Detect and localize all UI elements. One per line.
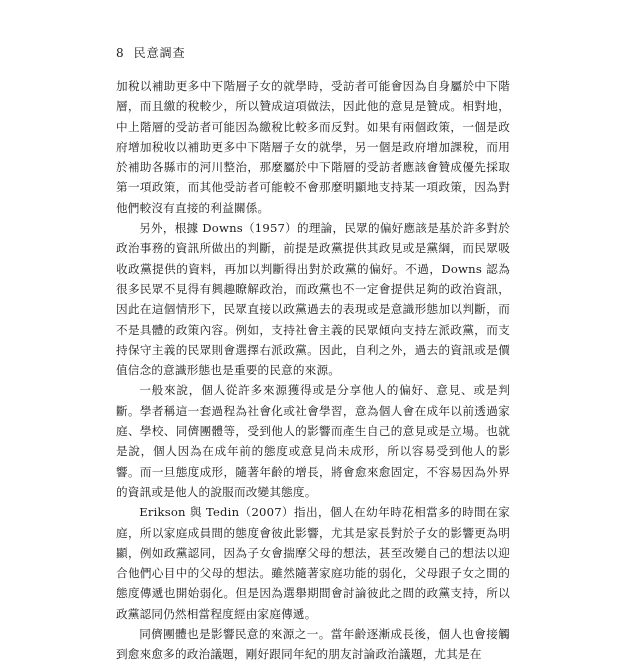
- body-text: [116, 76, 510, 665]
- running-header: [116, 44, 186, 61]
- paragraph-5: 同儕團體也是影響民意的來源之一。當年齡逐漸成長後，個人也會接觸到愈來愈多的政治議題，剛好跟同年紀的朋友討論政治議題，尤其是在: [116, 627, 510, 662]
- paragraph-3: 一般來說，個人從許多來源獲得或是分享他人的偏好、意見、或是判斷。學者稱這一套過程為社會化或社會學習，意為個人會在成年以前透過家庭、學校、同儕團體等，受到他人的影響而產生自己的意見或是立場。也就是說，個人因為在成年前的態度或意見尚未成形，所以容易受到他人的影響。而一旦態度成形，隨著年齡的增長，將會愈來愈固定，不容易因為外界的資訊或是他人的說服而改變其態度。: [116, 383, 510, 499]
- page-number: 8: [116, 46, 124, 60]
- paragraph-1: 加稅以補助更多中下階層子女的就學時，受訪者可能會因為自身屬於中下階層，而且繳的稅較少，所以贊成這項做法，因此他的意見是贊成。相對地，中上階層的受訪者可能因為繳稅比較多而反對。如果有兩個政策，一個是政府增加稅收以補助更多中下階層子女的就學，另一個是政府增加課稅，而用於補助各縣市的河川整治，那麼屬於中下階層的受訪者應該會贊成優先採取第一項政策，而其他受訪者可能較不會那麼明顯地支持某一項政策，因為對他們較沒有直接的利益關係。: [116, 79, 510, 215]
- paragraph-4: Erikson 與 Tedin（2007）指出，個人在幼年時花相當多的時間在家庭，所以家庭成員間的態度會彼此影響，尤其是家長對於子女的影響更為明顯，例如政黨認同，因為子女會揣摩父母的想法，甚至改變自己的想法以迎合他們心目中的父母的想法。雖然隨著家庭功能的弱化，父母跟子女之間的態度傳遞也開始弱化。但是因為選舉期間會討論彼此之間的政黨支持，所以政黨認同仍然相當程度經由家庭傳遞。: [116, 505, 510, 621]
- section-title: 民意調查: [133, 46, 186, 60]
- paragraph-2: 另外，根據 Downs（1957）的理論，民眾的偏好應該是基於許多對於政治事務的資訊所做出的判斷，前提是政黨提供其政見或是黨綱，而民眾吸收政黨提供的資料，再加以判斷得出對於政黨的偏好。不過，Downs 認為很多民眾不見得有興趣瞭解政治，而政黨也不一定會提供足夠的政治資訊，因此在這個情形下，民眾直接以政黨過去的表現或是意識形態加以判斷，而不是具體的政策內容。例如，支持社會主義的民眾傾向支持左派政黨，而支持保守主義的民眾則會選擇右派政黨。因此，自利之外，過去的資訊或是價值信念的意識形態也是重要的民意的來源。: [116, 221, 510, 378]
